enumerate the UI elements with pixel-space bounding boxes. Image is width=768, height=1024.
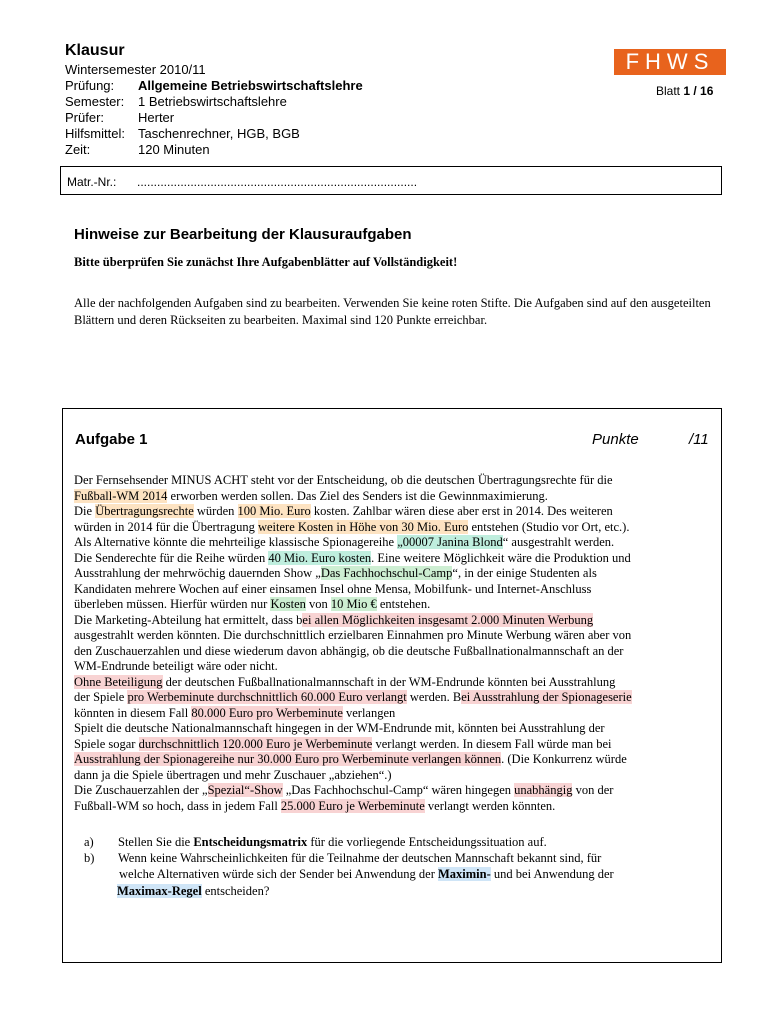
highlighted-text: Ohne Beteiligung <box>74 674 163 689</box>
task-text-line <box>74 783 613 798</box>
text-segment: verlangen <box>342 705 396 720</box>
instructions-check: Bitte überprüfen Sie zunächst Ihre Aufgabenblätter auf Vollständigkeit! <box>74 255 458 269</box>
text-segment: würden <box>193 504 238 518</box>
highlighted-text: Maximax-Regel <box>117 884 202 898</box>
text-segment: könnten in diesem Fall <box>74 705 192 720</box>
meta-key: Semester: <box>65 94 125 109</box>
text-segment: werden. B <box>406 690 462 704</box>
text-segment: . (Die Konkurrenz würde <box>501 752 627 766</box>
task-text-line <box>74 613 593 628</box>
meta-key: Hilfsmittel: <box>65 126 125 141</box>
task-text-line <box>74 752 627 767</box>
highlighted-text: 100 Mio. Euro <box>237 504 311 518</box>
meta-field <box>65 94 287 110</box>
highlighted-text: ei allen Möglichkeiten insgesamt 2.000 Minuten Werbung <box>302 612 594 627</box>
page-counter <box>656 84 713 98</box>
question-line <box>84 835 547 850</box>
page-label: Blatt <box>656 84 681 98</box>
task-text-line <box>74 473 613 488</box>
task-text-line <box>74 489 548 504</box>
question-marker: b) <box>84 851 95 865</box>
highlighted-text: weitere Kosten in Höhe von 30 Mio. Euro <box>257 519 469 534</box>
highlighted-text: Fußball-WM 2014 <box>74 488 168 503</box>
task-text-line <box>74 644 623 659</box>
text-segment: Ausstrahlung der mehrwöchig dauernden Show „ <box>74 566 321 580</box>
page-value: 1 / 16 <box>683 84 714 98</box>
text-segment: entstehen. <box>376 597 431 611</box>
text-segment: von der <box>572 783 614 797</box>
text-segment: kosten. Zahlbar wären diese aber erst in 2014. Des weiteren <box>310 504 613 518</box>
text-segment: für die vorliegende Entscheidungssituation auf. <box>307 835 547 849</box>
task-text-line <box>74 504 613 519</box>
text-segment: Die Senderechte für die Reihe würden <box>74 550 269 565</box>
task-text-line <box>74 659 278 674</box>
matr-dotted-line[interactable]: .................................................................................... <box>137 175 418 189</box>
meta-value: Herter <box>138 110 175 125</box>
text-segment: Die <box>74 504 96 518</box>
highlighted-text: unabhängig <box>514 783 573 797</box>
text-segment: welche Alternativen würde sich der Sender bei Anwendung der <box>119 867 438 881</box>
meta-field <box>65 110 174 126</box>
text-segment: Spielt die deutsche Nationalmannschaft hingegen in der WM-Endrunde mit, könnten bei Ausstrahlung der <box>74 721 605 735</box>
highlighted-text: ei Ausstrahlung der Spionageserie <box>461 690 632 704</box>
task-text-line <box>74 675 615 690</box>
text-segment: den Zuschauerzahlen und diese wiederum davon abhängig, ob die deutsche Fußballnationalmannschaft an der <box>74 643 624 658</box>
meta-key: Prüfung: <box>65 78 115 93</box>
task-text-line <box>74 706 395 721</box>
highlighted-text: 40 Mio. Euro kosten <box>268 550 372 565</box>
highlighted-text: Spezial“-Show <box>207 783 283 797</box>
text-segment: überleben müssen. Hierfür würden nur <box>74 597 271 611</box>
highlighted-text: 25.000 Euro je Werbeminute <box>280 798 425 813</box>
highlighted-text: 10 Mio € <box>330 597 377 611</box>
matriculation-box <box>60 166 722 195</box>
meta-field <box>65 142 210 158</box>
text-segment: und bei Anwendung der <box>490 867 614 881</box>
meta-key: Zeit: <box>65 142 91 157</box>
text-segment: verlangt werden könnten. <box>424 798 556 813</box>
highlighted-text: „00007 Janina Blond <box>397 535 503 549</box>
highlighted-text: Übertragungsrechte <box>95 504 194 518</box>
highlighted-text: Kosten <box>270 597 306 611</box>
highlighted-text: pro Werbeminute durchschnittlich 60.000 Euro verlangt <box>127 690 407 704</box>
task-text-line <box>74 628 631 643</box>
highlighted-text: Ausstrahlung der Spionagereihe nur 30.000 Euro pro Werbeminute verlangen können <box>74 752 502 766</box>
meta-value: 1 Betriebswirtschaftslehre <box>138 94 287 109</box>
highlighted-text: 80.000 Euro pro Werbeminute <box>191 705 343 720</box>
text-segment: würden in 2014 für die Übertragung <box>74 519 258 534</box>
text-segment: der deutschen Fußballnationalmannschaft in der WM-Endrunde könnten bei Ausstrahlung <box>162 674 616 689</box>
task-text-line <box>74 768 392 783</box>
task-text-line <box>74 566 597 581</box>
task-text-line <box>74 597 430 612</box>
text-segment: Der Fernsehsender MINUS ACHT steht vor der Entscheidung, ob die deutschen Übertragungsrechte für die <box>74 473 613 487</box>
text-segment: Wenn keine Wahrscheinlichkeiten für die Teilnahme der deutschen Mannschaft bekannt sind, für <box>118 851 602 865</box>
highlighted-text: durchschnittlich 120.000 Euro je Werbeminute <box>138 736 373 751</box>
meta-field <box>65 78 363 94</box>
meta-value: Allgemeine Betriebswirtschaftslehre <box>138 78 363 93</box>
question-line <box>117 884 269 899</box>
text-segment: Als Alternative könnte die mehrteilige klassische Spionagereihe <box>74 535 398 549</box>
text-segment: Spiele sogar <box>74 736 139 751</box>
highlighted-text: Maximin- <box>438 867 491 881</box>
text-segment: „Das Fachhochschul-Camp“ wären hingegen <box>282 783 515 797</box>
text-segment: entstehen (Studio vor Ort, etc.). <box>468 519 630 534</box>
task-text-line <box>74 582 591 597</box>
text-segment: von <box>305 597 331 611</box>
text-segment: Die Marketing-Abteilung hat ermittelt, dass b <box>74 612 303 627</box>
task-text-line <box>74 690 632 705</box>
meta-value: 120 Minuten <box>138 142 210 157</box>
text-segment: entscheiden? <box>201 884 270 898</box>
text-segment: Kandidaten mehrere Wochen auf einer einsamen Insel ohne Mensa, Mobilfunk- und Internet-Anschluss <box>74 581 592 596</box>
text-segment: Die Zuschauerzahlen der „ <box>74 783 208 797</box>
text-segment: “ ausgestrahlt werden. <box>502 535 615 549</box>
text-segment: “, in der einige Studenten als <box>452 566 597 580</box>
task-text-line <box>74 551 631 566</box>
exam-title: Klausur <box>65 42 125 59</box>
text-segment: Stellen Sie die <box>118 835 194 849</box>
task-text-line <box>74 737 612 752</box>
highlighted-text: Das Fachhochschul-Camp <box>320 566 453 580</box>
question-line <box>84 851 601 866</box>
text-segment: verlangt werden. In diesem Fall würde man bei <box>372 736 612 751</box>
meta-value: Taschenrechner, HGB, BGB <box>138 126 300 141</box>
matr-label: Matr.-Nr.: <box>67 175 117 189</box>
text-segment: WM-Endrunde beteiligt wäre oder nicht. <box>74 659 278 673</box>
semester-line: Wintersemester 2010/11 <box>65 62 206 77</box>
meta-field <box>65 126 300 142</box>
question-line <box>119 867 614 882</box>
task-text-line <box>74 535 614 550</box>
fhws-logo: FHWS <box>614 49 726 75</box>
question-marker: a) <box>84 835 94 849</box>
points-max: /11 <box>689 431 709 448</box>
task-text-line <box>74 520 629 535</box>
text-segment: . Eine weitere Möglichkeit wäre die Produktion und <box>371 550 631 565</box>
instructions-heading: Hinweise zur Bearbeitung der Klausuraufgaben <box>74 226 412 243</box>
text-segment: dann ja die Spiele übertragen und mehr Zuschauer „abziehen“.) <box>74 767 392 782</box>
task-box <box>62 408 722 963</box>
text-segment: erworben werden sollen. Das Ziel des Senders ist die Gewinnmaximierung. <box>167 488 548 503</box>
points-label: Punkte <box>592 431 639 448</box>
task-text-line <box>74 721 605 736</box>
task-text-line <box>74 799 555 814</box>
text-segment: Entscheidungsmatrix <box>193 835 308 849</box>
task-title: Aufgabe 1 <box>75 431 148 448</box>
text-segment: der Spiele <box>74 690 128 704</box>
text-segment: Fußball-WM so hoch, dass in jedem Fall <box>74 798 281 813</box>
instructions-paragraph: Alle der nachfolgenden Aufgaben sind zu bearbeiten. Verwenden Sie keine roten Stifte. Die Aufgaben sind auf den ausgeteilten Blättern und deren Rückseiten zu bearbeiten. Maximal sind 120 Punkte erreichbar. <box>74 296 711 327</box>
meta-key: Prüfer: <box>65 110 105 125</box>
text-segment: ausgestrahlt werden könnten. Die durchschnittlich erzielbaren Einnahmen pro Minute Werbung wären aber von <box>74 628 632 642</box>
